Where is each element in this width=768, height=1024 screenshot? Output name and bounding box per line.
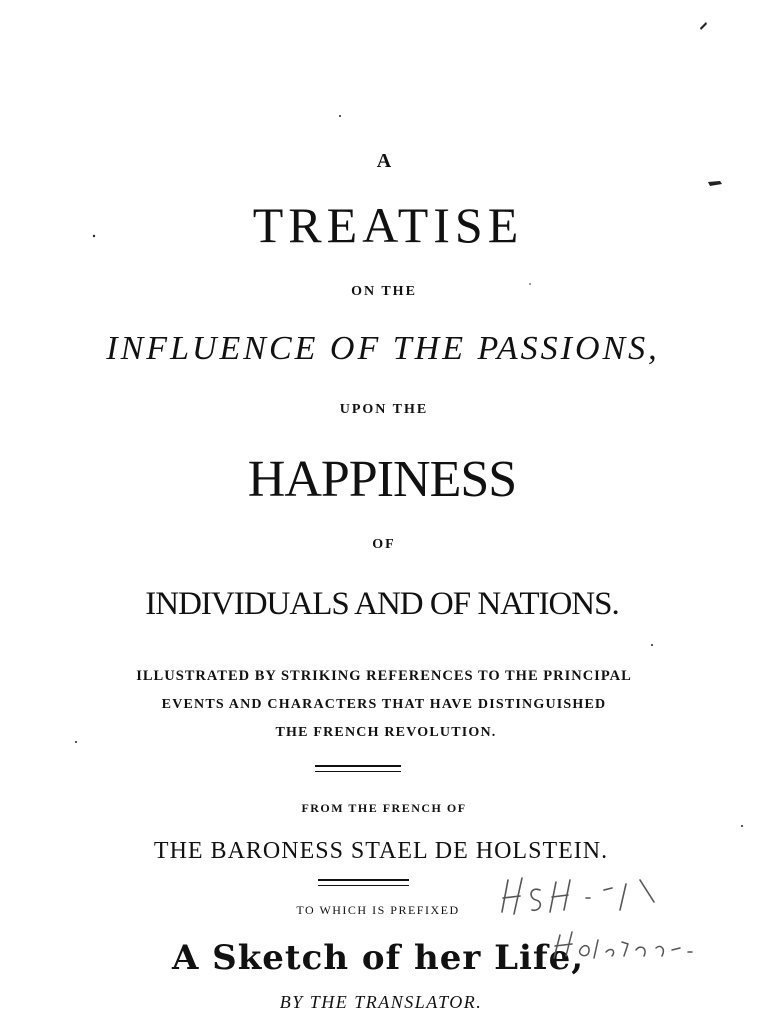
individuals-nations-line: INDIVIDUALS AND OF NATIONS.	[145, 586, 619, 622]
sketch-of-her-life-line: A Sketch of her Life,	[171, 938, 585, 978]
double-rule-top-upper	[315, 765, 401, 767]
illustrated-line-1: ILLUSTRATED BY STRIKING REFERENCES TO THE PRINCIPAL	[136, 668, 632, 684]
prefixed-line: TO WHICH IS PREFIXED	[296, 903, 460, 917]
upon-the-line: UPON THE	[339, 402, 429, 417]
author-line: THE BARONESS STAEL DE HOLSTEIN.	[153, 838, 609, 864]
double-rule-bottom-upper	[318, 879, 409, 881]
happiness-line: HAPPINESS	[247, 451, 517, 508]
double-rule-bottom-lower	[318, 885, 409, 886]
double-rule-top-lower	[315, 771, 401, 772]
influence-line: INFLUENCE OF THE PASSIONS,	[106, 330, 660, 367]
by-the-translator-line: BY THE TRANSLATOR.	[279, 992, 483, 1012]
main-title: TREATISE	[252, 197, 524, 253]
illustrated-line-2: EVENTS AND CHARACTERS THAT HAVE DISTINGUISHED	[161, 697, 607, 712]
on-the-line: ON THE	[351, 284, 417, 299]
title-article: A	[376, 150, 392, 172]
of-line: OF	[372, 537, 396, 552]
illustrated-line-3: THE FRENCH REVOLUTION.	[275, 725, 497, 740]
from-the-french-line: FROM THE FRENCH OF	[301, 801, 467, 815]
